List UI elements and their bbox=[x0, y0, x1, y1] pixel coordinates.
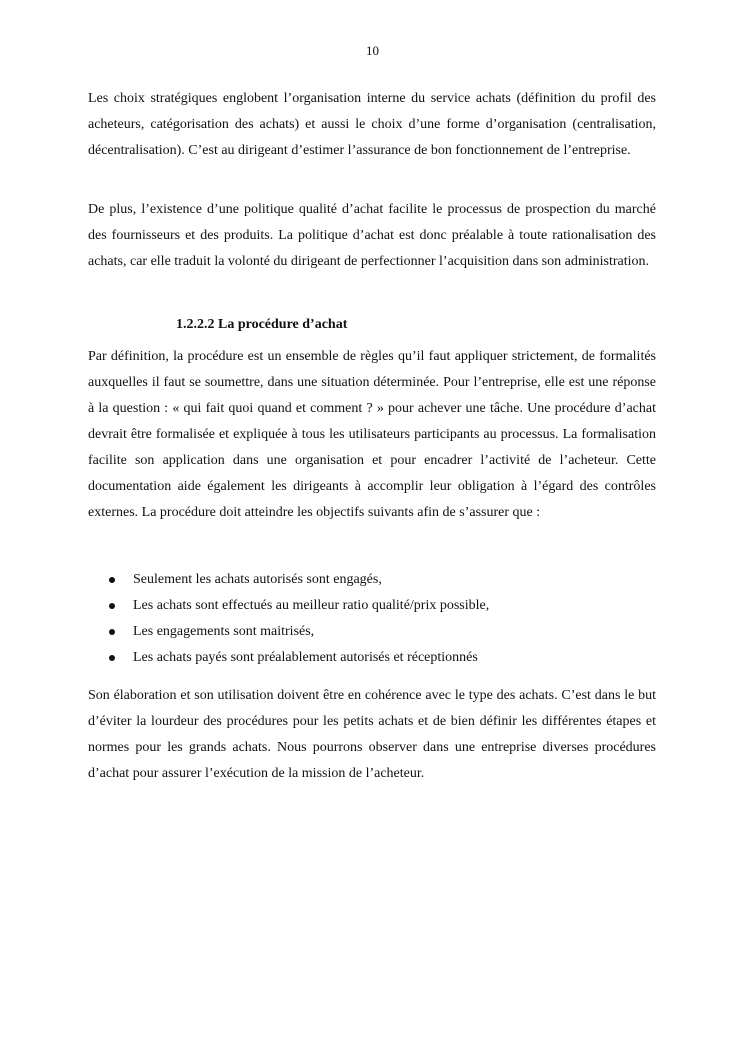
bullet-icon bbox=[109, 655, 115, 661]
paragraph-procedure-definition: Par définition, la procédure est un ensemble de règles qu’il faut appliquer strictement, de formalités auxquelles il faut se soumettre, dans une situation déterminée. Pour l’entreprise, elle est une réponse à la question : « qui fait quoi quand et comment ? » pour achever une tâche. Une procédure d’achat devrait être formalisée et expliquée à tous les utilisateurs participants au processus. La formalisation facilite son application dans une organisation et pour encadrer l’activité de l’acheteur. Cette documentation aide également les dirigeants à accomplir leur obligation à l’égard des contrôles externes. La procédure doit atteindre les objectifs suivants afin de s’assurer que : bbox=[88, 349, 656, 520]
bullet-icon bbox=[109, 629, 115, 635]
paragraph-quality-policy: De plus, l’existence d’une politique qualité d’achat facilite le processus de prospection du marché des fournisseurs et des produits. La politique d’achat est donc préalable à toute rationalisation des achats, car elle traduit la volonté du dirigeant de perfectionner l’acquisition dans son administration. bbox=[88, 202, 656, 269]
list-item bbox=[88, 593, 656, 619]
list-item-text: Les achats payés sont préalablement autorisés et réceptionnés bbox=[133, 650, 478, 665]
list-item-text: Les engagements sont maitrisés, bbox=[133, 624, 315, 639]
paragraph-elaboration: Son élaboration et son utilisation doivent être en cohérence avec le type des achats. C’est dans le but d’éviter la lourdeur des procédures pour les petits achats et de bien définir les différentes étapes et normes pour les grands achats. Nous pourrons observer dans une entreprise diverses procédures d’achat pour assurer l’exécution de la mission de l’acheteur. bbox=[88, 688, 656, 781]
list-item bbox=[88, 645, 656, 671]
objectives-list bbox=[88, 567, 656, 671]
list-item bbox=[88, 619, 656, 645]
paragraph-strategic-choices: Les choix stratégiques englobent l’organisation interne du service achats (définition du profil des acheteurs, catégorisation des achats) et aussi le choix d’une forme d’organisation (centralisation, décentralisation). C’est au dirigeant d’estimer l’assurance de bon fonctionnement de l’entreprise. bbox=[88, 91, 656, 158]
page-number: 10 bbox=[366, 43, 379, 58]
list-item bbox=[88, 567, 656, 593]
section-heading: 1.2.2.2 La procédure d’achat bbox=[176, 317, 348, 332]
list-item-text: Les achats sont effectués au meilleur ratio qualité/prix possible, bbox=[133, 598, 490, 613]
list-item-text: Seulement les achats autorisés sont engagés, bbox=[133, 572, 382, 587]
bullet-icon bbox=[109, 577, 115, 583]
bullet-icon bbox=[109, 603, 115, 609]
